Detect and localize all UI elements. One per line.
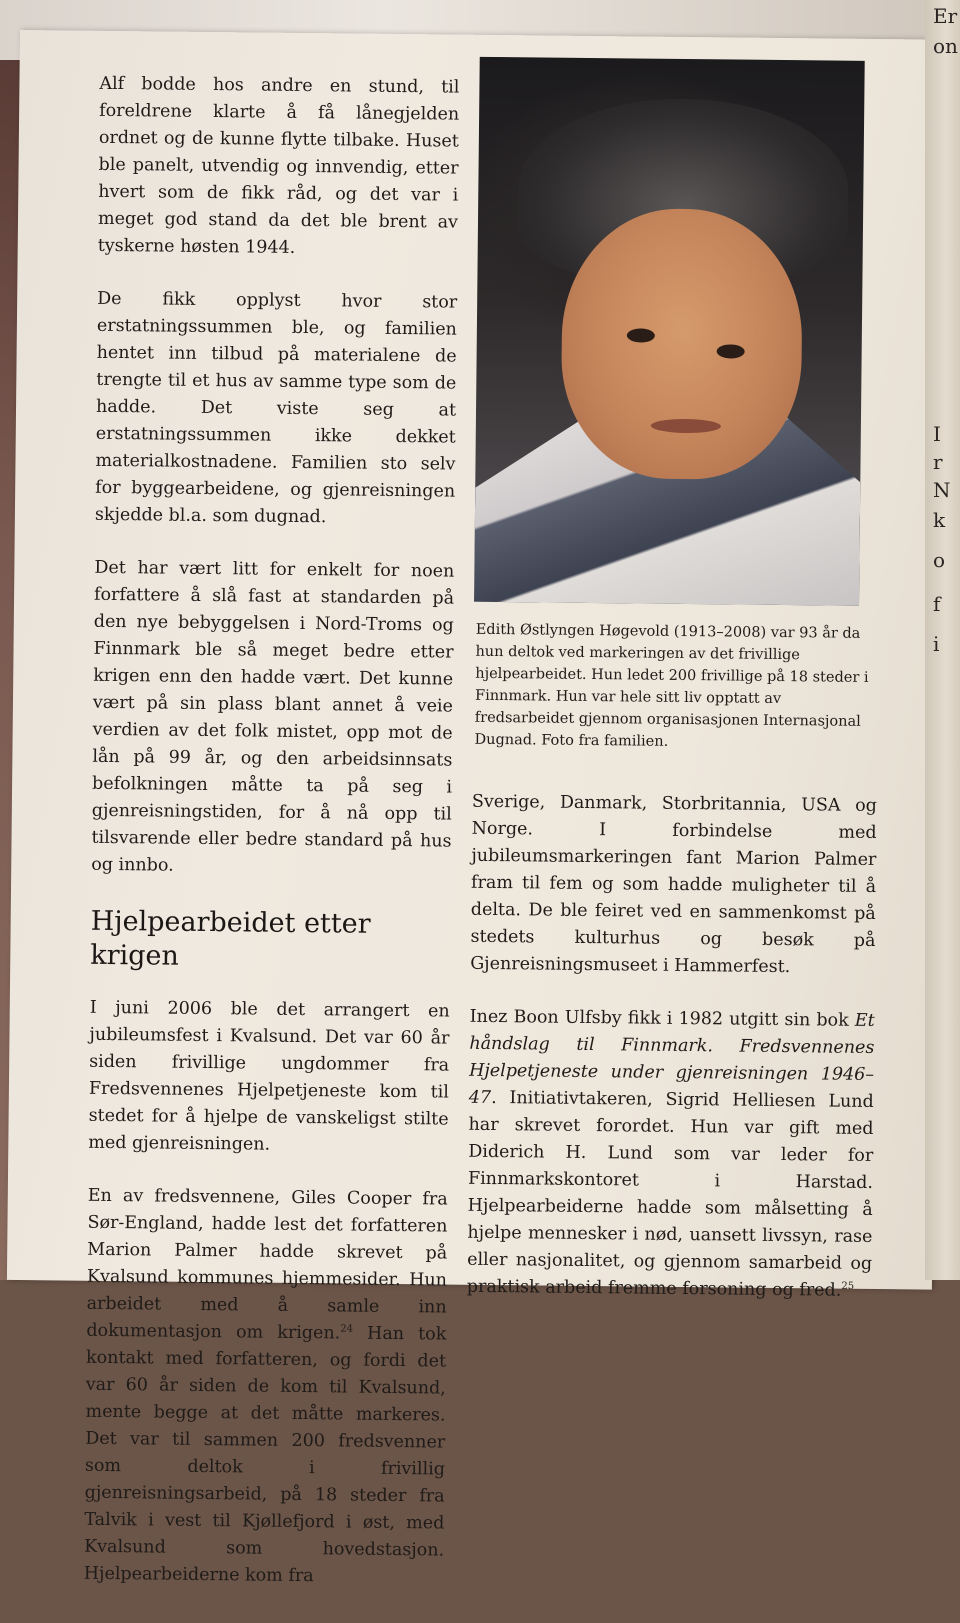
photo-caption: Edith Østlyngen Høgevold (1913–2008) var 93 år da hun deltok ved markeringen av det frivillige hjelpearbeidet. Hun ledet 200 frivillige på 18 steder i Finnmark. Hun var hele sitt liv opptatt av fredsarbeidet gjennom organisasjonen Internasjonal Dugnad. Foto fra familien. [474,621,869,750]
next-page-fragment: f [933,592,941,616]
next-page-fragment: r [933,450,943,474]
footnote-marker: 24 [340,1323,354,1335]
next-page-fragment: k [933,508,946,532]
paragraph: I juni 2006 ble det arrangert en jubileumsfest i Kvalsund. Det var 60 år siden frivillige ungdommer fra Fredsvennenes Hjelpetjeneste kom til stedet for å hjelpe de vanskeligst stilte med gjenreisningen. [88,997,450,1155]
paragraph [467,1004,875,1305]
paragraph-text: . Initiativtakeren, Sigrid Helliesen Lund har skrevet forordet. Hun var gift med Diderich H. Lund som var leder for Finnmarkskontoret i Harstad. Hjelpearbeiderne hadde som målsetting å hjelpe mennesker i nød, uansett livssyn, rase eller nasjonalitet, og gjennom samarbeid og praktisk arbeid fremme forsoning og fred. [466,1087,874,1301]
book-page [7,30,945,1587]
portrait-photo [474,57,865,606]
section-heading: Hjelpearbeidet etter krigen [90,905,371,972]
paragraph: Det har vært litt for enkelt for noen forfattere å slå fast at standarden på den nye bebyggelsen i Nord-Troms og Finnmark ble så meget bedre etter krigen enn den hadde vært. Det kunne vært på sin plass blant annet å veie verdien av det folk mistet, opp mot de lån på 99 år, og den arbeidsinnsats befolkningen måtte ta på seg i gjenreisningstiden, for å nå opp til tilsvarende eller bedre standard på hus og innbo. [91,557,455,876]
paragraph-text: Inez Boon Ulfsby fikk i 1982 utgitt sin bok [469,1006,855,1031]
paragraph: Sverige, Danmark, Storbritannia, USA og Norge. I forbindelse med jubileumsmarkeringen fant Marion Palmer fram til fem og som hadde muligheter til å delta. De ble feiret ved en sammenkomst på stedets kulturhus og besøk på Gjenreisningsmuseet i Hammerfest. [470,791,878,978]
next-page-fragment: I [933,422,941,446]
photo-eye [627,328,655,342]
paragraph [84,1183,448,1592]
next-page-edge [925,0,960,1280]
right-column [466,789,877,1331]
left-column [83,71,459,1618]
paragraph: De fikk opplyst hvor stor erstatningssummen ble, og familien hentet inn tilbud på materialene de trengte til et hus av samme type som de hadde. Det viste seg at erstatningssummen ikke dekket materialkostnadene. Familien sto selv for byggearbeidene, og gjenreisningen skjedde bl.a. som dugnad. [94,288,458,528]
next-page-fragment: N [933,478,951,502]
paragraph-text: En av fredsvennene, Giles Cooper fra Sør-England, hadde lest det forfatteren Marion Palmer hadde skrevet på Kvalsund kommunes hjemmesider. Hun arbeidet med å samle inn dokumentasjon om krigen. [86,1185,448,1344]
next-page-fragment: Er [933,4,958,28]
next-page-fragment: i [933,632,940,656]
paragraph: Alf bodde hos andre en stund, til foreldrene klarte å få lånegjelden ordnet og de kunne flytte tilbake. Huset ble panelt, utvendig og innvendig, etter hvert som de fikk råd, og det var i meget god stand da det ble brent av tyskerne høsten 1944. [97,73,460,258]
book-title: Et håndslag til Finnmark. Fredsvennenes Hjelpetjeneste under gjenreisningen 1946–47 [468,1010,875,1108]
photo-face [560,208,803,480]
paragraph-text: Han tok kontakt med forfatteren, og fordi det var 60 år siden de kom til Kvalsund, mente begge at det måtte markeres. Det var til sammen 200 fredsvenner som deltok i frivillig gjenreisningsarbeid, på 18 steder fra Talvik i vest til Kjøllefjord i øst, med Kvalsund som hovedstasjon. Hjelpearbeiderne kom fra [83,1323,447,1587]
footnote-marker: 25 [841,1280,855,1292]
photo-eye [717,344,745,358]
next-page-fragment: on [933,34,958,58]
next-page-fragment: o [933,548,946,572]
